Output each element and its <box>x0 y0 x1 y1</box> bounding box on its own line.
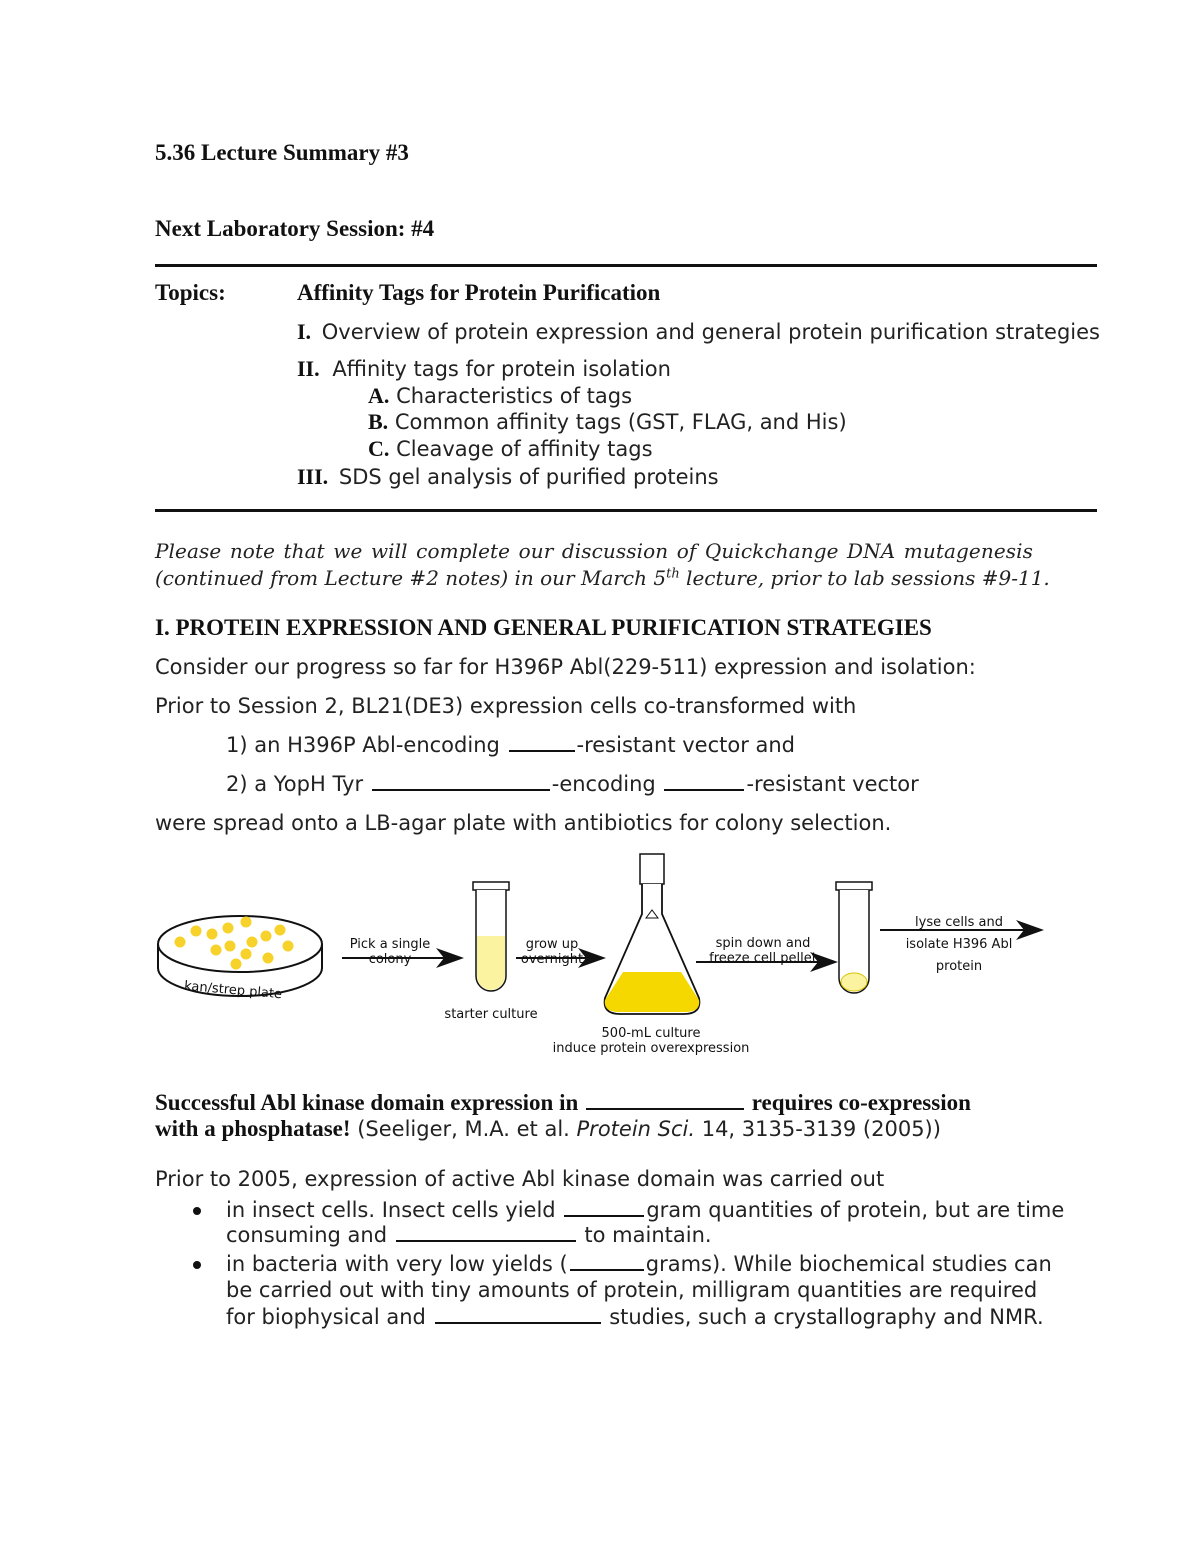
starter-label: starter culture <box>444 1007 538 1022</box>
fill-blank[interactable] <box>372 788 550 791</box>
bottom-rule <box>155 509 1097 512</box>
top-rule <box>155 264 1097 267</box>
paragraph: Consider our progress so far for H396P Abl(229-511) expression and isolation: <box>155 655 976 679</box>
colony-dot <box>283 941 294 952</box>
topic-text: Common affinity tags (GST, FLAG, and His) <box>394 410 847 434</box>
topic-item <box>297 356 671 382</box>
citation-text: 14, 3135-3139 (2005)) <box>695 1117 941 1141</box>
topic-number: I. <box>297 319 312 344</box>
bullet-text: studies, such a crystallography and NMR. <box>602 1305 1044 1329</box>
step-label-line: protein <box>935 959 983 974</box>
colony-dot <box>241 917 252 928</box>
topic-text: Cleavage of affinity tags <box>396 437 653 461</box>
bullet-text: gram quantities of protein, but are time <box>646 1198 1065 1222</box>
topic-subitem <box>368 383 632 409</box>
test-tube-icon <box>473 882 509 991</box>
fill-blank[interactable] <box>586 1107 744 1110</box>
step-label <box>512 937 592 967</box>
step-label-line: colony <box>368 952 412 967</box>
list-item <box>226 733 795 757</box>
colony-dot <box>191 926 202 937</box>
step-label <box>896 912 1022 978</box>
flask-label-line: induce protein overexpression <box>552 1041 750 1056</box>
colony-dot <box>241 949 252 960</box>
bold-statement-line-2 <box>155 1116 941 1142</box>
plate-label: kan/strep plate <box>183 978 283 1003</box>
paragraph: Prior to 2005, expression of active Abl kinase domain was carried out <box>155 1167 885 1191</box>
list-text: 2) a YopH Tyr <box>226 772 370 796</box>
fill-blank[interactable] <box>396 1239 576 1242</box>
colony-dot <box>261 931 272 942</box>
note-line-2 <box>155 566 1050 590</box>
fill-blank[interactable] <box>435 1321 601 1324</box>
colony-dot <box>247 937 258 948</box>
topic-item <box>297 464 719 490</box>
bold-text: with a phosphatase! <box>155 1116 351 1141</box>
topic-subitem <box>368 436 653 462</box>
bullet-line <box>226 1223 712 1247</box>
bullet-icon <box>193 1261 201 1269</box>
topic-number: III. <box>297 464 329 489</box>
topic-text: SDS gel analysis of purified proteins <box>338 465 719 489</box>
topic-number: A. <box>368 383 390 408</box>
topic-number: C. <box>368 436 390 461</box>
colony-dot <box>263 953 274 964</box>
bullet-line: be carried out with tiny amounts of protein, milligram quantities are required <box>226 1278 1038 1302</box>
step-label <box>700 936 826 966</box>
step-label-line: isolate H396 Abl <box>905 937 1013 952</box>
bold-text: requires co-expression <box>746 1090 971 1115</box>
pellet-tube-icon <box>836 882 872 993</box>
note-line-1: Please note that we will complete our discussion of Quickchange DNA mutagenesis <box>155 539 1033 563</box>
section-heading: I. PROTEIN EXPRESSION AND GENERAL PURIFICATION STRATEGIES <box>155 615 932 640</box>
topic-number: II. <box>297 356 320 381</box>
fill-blank[interactable] <box>509 749 575 752</box>
paragraph: Prior to Session 2, BL21(DE3) expression cells co-transformed with <box>155 694 857 718</box>
topic-text: Characteristics of tags <box>396 384 633 408</box>
step-label-line: Pick a single <box>349 937 431 952</box>
note-superscript: th <box>666 566 680 582</box>
list-item <box>226 772 919 796</box>
bullet-text: in bacteria with very low yields ( <box>226 1252 568 1276</box>
paragraph: were spread onto a LB-agar plate with antibiotics for colony selection. <box>155 811 892 835</box>
bullet-text: to maintain. <box>577 1223 712 1247</box>
citation-text: (Seeliger, M.A. et al. <box>350 1117 577 1141</box>
topic-subitem <box>368 409 847 435</box>
bold-statement-line-1 <box>155 1090 971 1116</box>
topics-label: Topics: <box>155 280 226 305</box>
fill-blank[interactable] <box>664 788 744 791</box>
next-session: Next Laboratory Session: #4 <box>155 216 435 241</box>
colony-dot <box>225 941 236 952</box>
bullet-line <box>226 1305 1044 1329</box>
bullet-text: for biophysical and <box>226 1305 433 1329</box>
list-text: -resistant vector and <box>576 733 796 757</box>
colony-dot <box>275 925 286 936</box>
list-text: -encoding <box>551 772 663 796</box>
note-text: lecture, prior to lab sessions #9-11. <box>679 566 1050 590</box>
step-label-line: spin down and <box>715 936 811 951</box>
bullet-text: consuming and <box>226 1223 394 1247</box>
step-label-line: freeze cell pellet <box>709 951 817 966</box>
topic-text: Affinity tags for protein isolation <box>332 357 671 381</box>
flask-label-line: 500-mL culture <box>601 1026 701 1041</box>
colony-dot <box>175 937 186 948</box>
colony-dot <box>231 959 242 970</box>
step-label-line: grow up <box>525 937 579 952</box>
colony-dot <box>207 929 218 940</box>
fill-blank[interactable] <box>570 1268 644 1271</box>
bullet-line <box>226 1198 1064 1222</box>
bullet-text: grams). While biochemical studies can <box>645 1252 1052 1276</box>
fill-blank[interactable] <box>564 1214 644 1217</box>
list-text: 1) an H396P Abl-encoding <box>226 733 507 757</box>
bullet-text: in insect cells. Insect cells yield <box>226 1198 563 1222</box>
bullet-icon <box>193 1207 201 1215</box>
step-label <box>342 937 438 967</box>
bold-text: Successful Abl kinase domain expression in <box>155 1090 585 1115</box>
topic-number: B. <box>368 409 389 434</box>
step-label-line: lyse cells and <box>915 915 1003 930</box>
document-title: 5.36 Lecture Summary #3 <box>155 140 409 165</box>
topic-item <box>297 319 1100 345</box>
citation-journal: Protein Sci. <box>576 1117 696 1141</box>
bullet-line <box>226 1252 1052 1276</box>
topics-heading: Affinity Tags for Protein Purification <box>297 280 661 305</box>
step-label-line: overnight <box>520 952 584 967</box>
note-text: (continued from Lecture #2 notes) in our March 5 <box>155 566 667 590</box>
colony-dot <box>223 923 234 934</box>
flask-label <box>540 1026 762 1056</box>
list-text: -resistant vector <box>746 772 919 796</box>
colony-dot <box>211 945 222 956</box>
erlenmeyer-flask-icon <box>605 854 700 1014</box>
topic-text: Overview of protein expression and general protein purification strategies <box>321 320 1100 344</box>
